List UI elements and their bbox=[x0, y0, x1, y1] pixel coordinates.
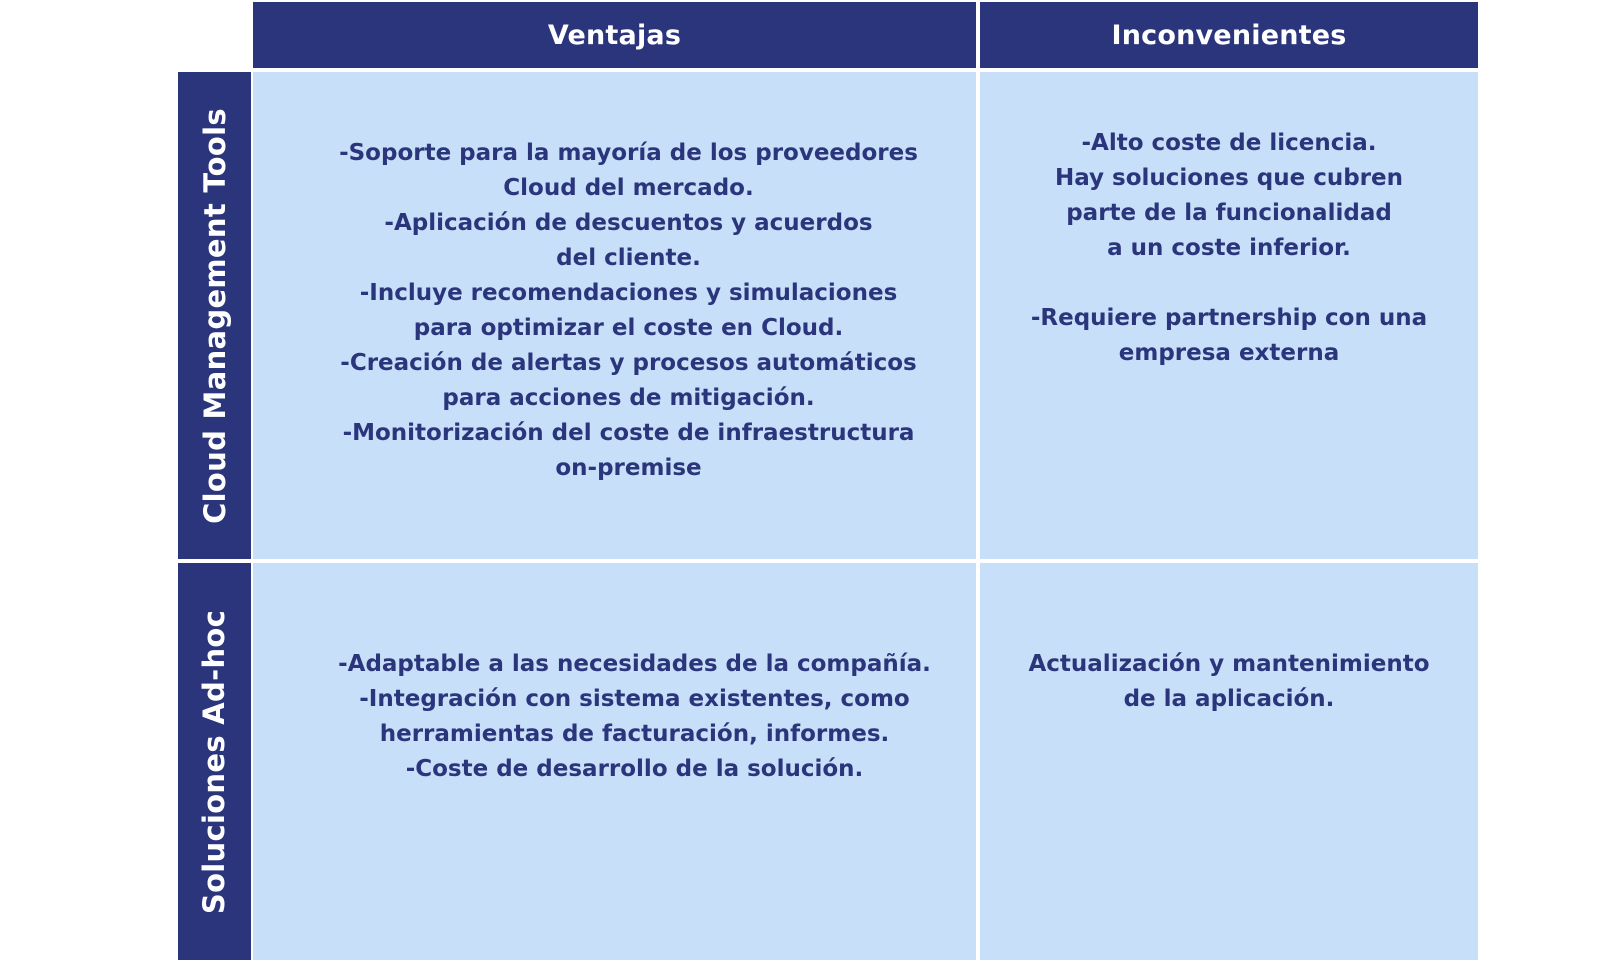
column-header-inconvenientes bbox=[980, 2, 1478, 68]
cell-text-line: parte de la funcionalidad bbox=[1066, 199, 1392, 226]
row-header-cloud-management-tools bbox=[178, 72, 251, 559]
cell-text-line: -Coste de desarrollo de la solución. bbox=[405, 755, 864, 782]
cell-text-line: -Alto coste de licencia. bbox=[1081, 129, 1377, 156]
cell-text-line: del cliente. bbox=[556, 244, 701, 271]
column-header-inconvenientes-label: Inconvenientes bbox=[1111, 19, 1347, 51]
cell-cloud-management-ventajas bbox=[253, 72, 976, 559]
row-header-soluciones-adhoc bbox=[178, 563, 251, 960]
cell-text-line: -Creación de alertas y procesos automáticos bbox=[340, 349, 917, 376]
column-header-ventajas bbox=[253, 2, 976, 68]
cell-text-line: -Soporte para la mayoría de los proveedores bbox=[339, 139, 918, 166]
row-header-cloud-management-tools-label: Cloud Management Tools bbox=[197, 107, 232, 524]
column-header-ventajas-label: Ventajas bbox=[547, 19, 682, 51]
cell-soluciones-adhoc-ventajas bbox=[253, 563, 976, 960]
cell-text-line: -Requiere partnership con una bbox=[1030, 304, 1428, 331]
cell-text-line: Hay soluciones que cubren bbox=[1054, 164, 1404, 191]
row-header-soluciones-adhoc-label: Soluciones Ad-hoc bbox=[197, 609, 232, 914]
cell-text-line: para acciones de mitigación. bbox=[442, 384, 815, 411]
cell-text-line: Cloud del mercado. bbox=[503, 174, 754, 201]
cell-text-line: a un coste inferior. bbox=[1107, 234, 1351, 261]
cell-text-line: herramientas de facturación, informes. bbox=[379, 720, 890, 747]
cell-text-line: Actualización y mantenimiento bbox=[1028, 650, 1430, 677]
cell-cloud-management-inconvenientes bbox=[980, 72, 1478, 559]
cell-text-line: -Aplicación de descuentos y acuerdos bbox=[384, 209, 873, 236]
cell-soluciones-adhoc-inconvenientes bbox=[980, 563, 1478, 960]
cell-text-line: on-premise bbox=[555, 454, 702, 481]
cell-text-line: -Adaptable a las necesidades de la compañía. bbox=[338, 650, 931, 677]
cell-text-line: de la aplicación. bbox=[1123, 685, 1335, 712]
cell-text-line: -Integración con sistema existentes, como bbox=[359, 685, 910, 712]
cell-text-line: empresa externa bbox=[1118, 339, 1340, 366]
cell-text-line: -Monitorización del coste de infraestructura bbox=[342, 419, 915, 446]
cell-text-line: para optimizar el coste en Cloud. bbox=[413, 314, 844, 341]
cell-text-line: -Incluye recomendaciones y simulaciones bbox=[359, 279, 898, 306]
